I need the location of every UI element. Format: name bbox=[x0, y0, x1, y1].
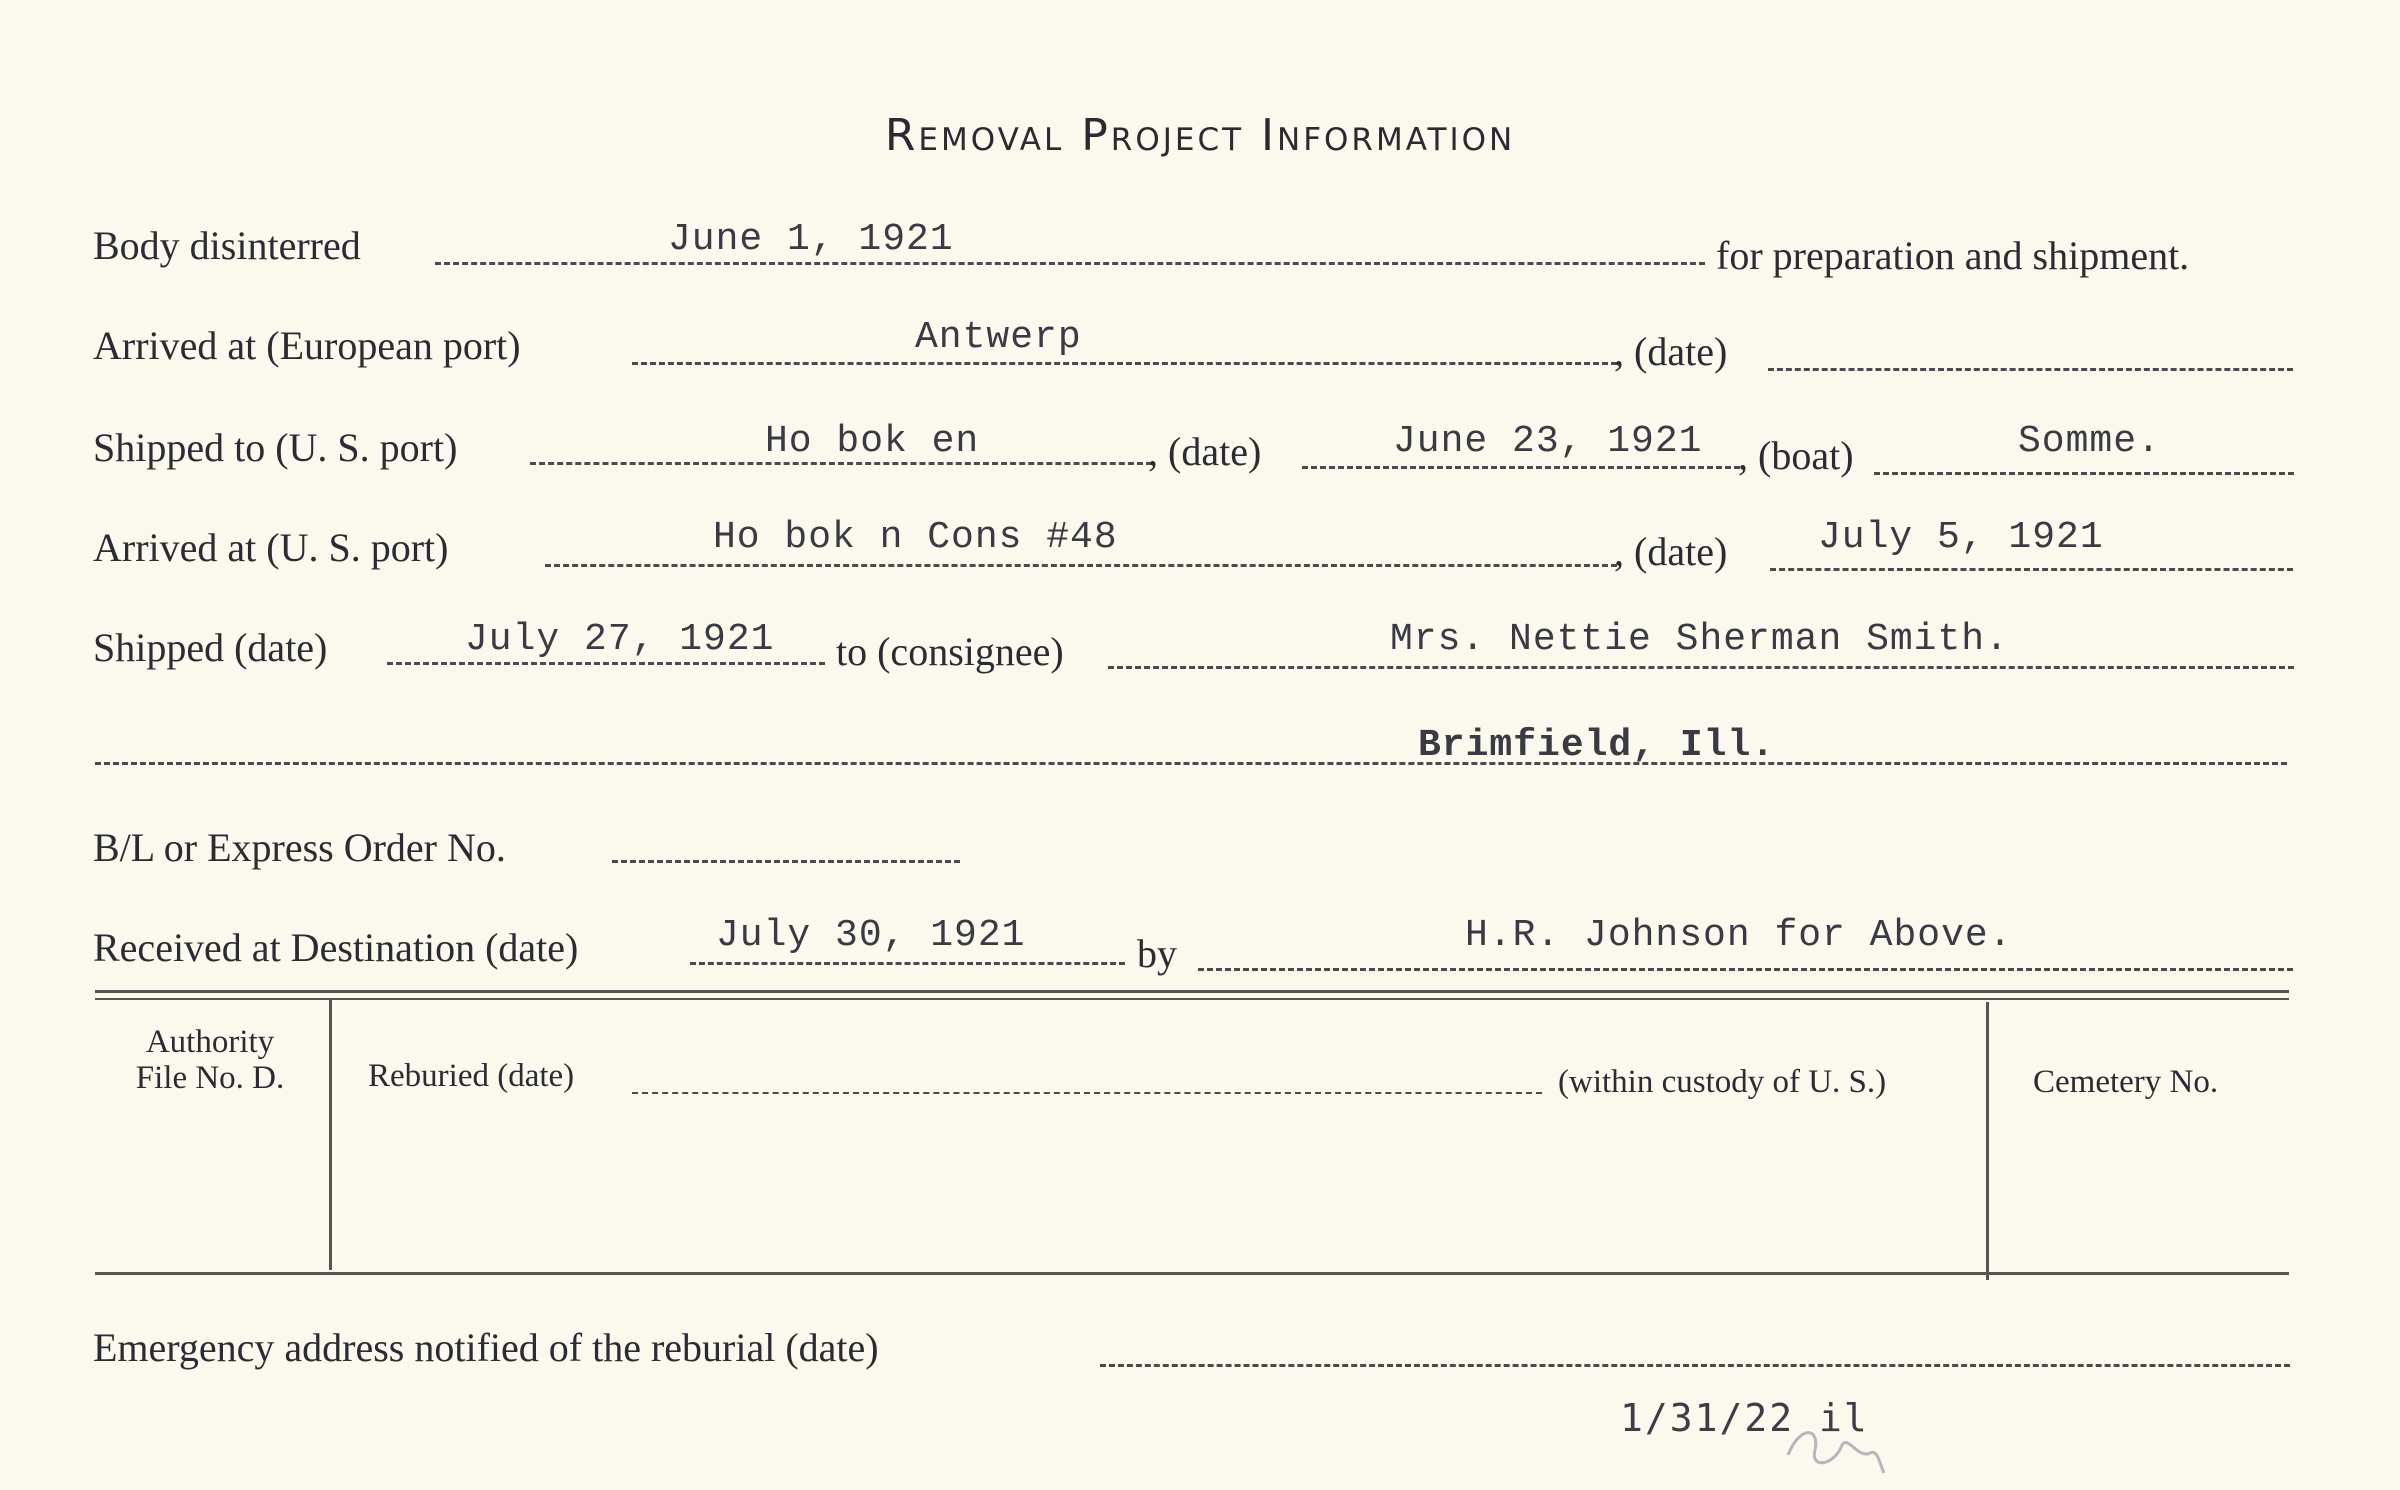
us-port-arrived-line bbox=[545, 564, 1617, 567]
shipped-line bbox=[387, 662, 825, 665]
authority-line-2: File No. D. bbox=[135, 1060, 285, 1096]
pencil-scribble-mark bbox=[1780, 1415, 1890, 1485]
us-port-arrived-value: Ho bok n Cons #48 bbox=[713, 516, 1118, 559]
arrived-date-line bbox=[1770, 568, 2293, 571]
consignee-address-value: Brimfield, Ill. bbox=[1418, 724, 1776, 767]
authority-label bbox=[95, 1024, 325, 1096]
authority-line-1: Authority bbox=[145, 1024, 275, 1060]
arrived-date-label: , (date) bbox=[1614, 529, 1728, 574]
shipped-date-us-value: June 23, 1921 bbox=[1393, 420, 1703, 463]
box-bottom-rule bbox=[95, 1272, 2289, 1275]
disinterred-date-value: June 1, 1921 bbox=[668, 218, 954, 261]
address-line bbox=[95, 762, 2287, 765]
by-label: by bbox=[1137, 931, 1177, 976]
emergency-label: Emergency address notified of the reburial (date) bbox=[93, 1325, 879, 1370]
box-top-rule-2 bbox=[95, 998, 2289, 1000]
within-custody-label: (within custody of U. S.) bbox=[1558, 1064, 1887, 1100]
arrived-date-value: July 5, 1921 bbox=[1818, 516, 2104, 559]
form-title: Removal Project Information bbox=[884, 110, 1516, 161]
box-top-rule bbox=[95, 990, 2289, 993]
boat-line bbox=[1874, 472, 2294, 475]
european-port-value: Antwerp bbox=[915, 316, 1082, 359]
european-port-line bbox=[632, 362, 1617, 365]
received-by-line bbox=[1198, 968, 2293, 971]
received-label: Received at Destination (date) bbox=[93, 925, 579, 970]
body-disinterred-label: Body disinterred bbox=[93, 223, 361, 268]
boat-label: , (boat) bbox=[1738, 433, 1854, 478]
shipped-date-value: July 27, 1921 bbox=[465, 618, 775, 661]
box-divider-right bbox=[1986, 1002, 1989, 1280]
received-date-line bbox=[690, 962, 1125, 965]
us-port-shipped-value: Ho bok en bbox=[765, 420, 980, 463]
bl-order-line bbox=[612, 860, 960, 863]
reburied-line bbox=[632, 1092, 1542, 1094]
cemetery-no-label: Cemetery No. bbox=[2033, 1064, 2219, 1100]
box-divider-left bbox=[329, 998, 332, 1270]
received-by-value: H.R. Johnson for Above. bbox=[1465, 914, 2013, 957]
bl-order-label: B/L or Express Order No. bbox=[93, 825, 506, 870]
consignee-line bbox=[1108, 666, 2294, 669]
arrived-european-label: Arrived at (European port) bbox=[93, 323, 521, 368]
arrived-us-label: Arrived at (U. S. port) bbox=[93, 525, 449, 570]
european-date-line bbox=[1768, 368, 2293, 371]
shipped-date-label: , (date) bbox=[1148, 429, 1262, 474]
for-preparation-label: for preparation and shipment. bbox=[1716, 233, 2190, 278]
received-date-value: July 30, 1921 bbox=[716, 914, 1026, 957]
footer-note: 1/31/22 il bbox=[1620, 1396, 1869, 1440]
emergency-line bbox=[1100, 1364, 2290, 1367]
body-disinterred-line bbox=[435, 262, 1705, 265]
shipped-label: Shipped (date) bbox=[93, 625, 328, 670]
boat-name-value: Somme. bbox=[2018, 420, 2161, 463]
consignee-name-value: Mrs. Nettie Sherman Smith. bbox=[1390, 618, 2009, 661]
to-consignee-label: to (consignee) bbox=[836, 629, 1064, 674]
reburied-label: Reburied (date) bbox=[368, 1058, 575, 1094]
european-date-label: , (date) bbox=[1614, 329, 1728, 374]
shipped-date-line bbox=[1302, 466, 1740, 469]
shipped-us-label: Shipped to (U. S. port) bbox=[93, 425, 458, 470]
